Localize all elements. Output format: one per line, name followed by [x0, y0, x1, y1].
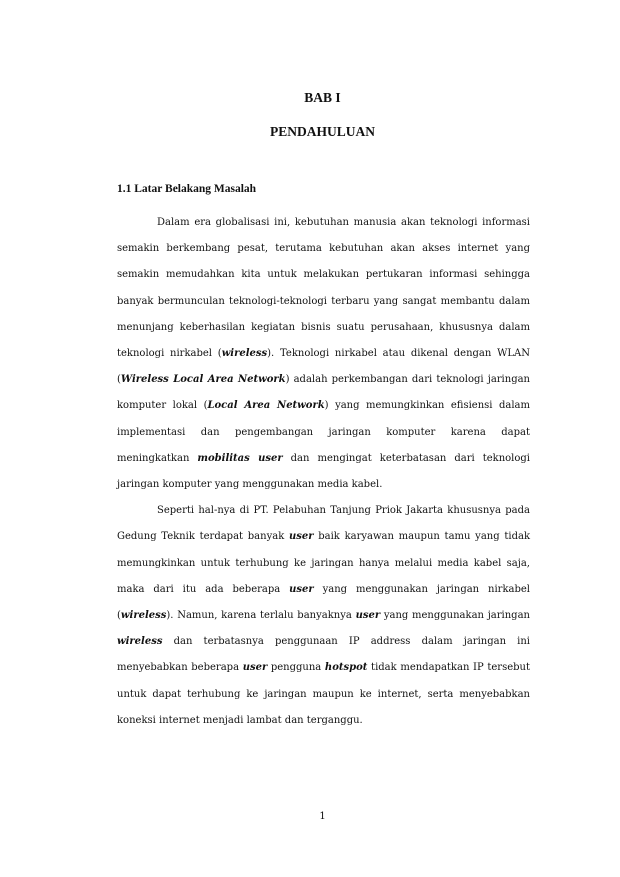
- paragraph-1: [117, 210, 530, 498]
- emphasized-term: user: [242, 662, 268, 674]
- text-segment: ) adalah perkembangan dari teknologi jaringan komputer lokal (: [117, 374, 530, 412]
- text-segment: pengguna: [267, 662, 325, 674]
- section-heading: 1.1 Latar Belakang Masalah: [117, 183, 257, 195]
- text-segment: ) yang memungkinkan efisiensi dalam implementasi dan pengembangan jaringan komputer karena dapat meningkatkan: [117, 400, 530, 464]
- emphasized-term: Wireless Local Area Network: [120, 374, 286, 386]
- text-segment: ). Teknologi nirkabel atau dikenal dengan WLAN (: [117, 348, 530, 386]
- paragraph-2: [117, 498, 530, 734]
- text-segment: yang menggunakan jaringan nirkabel (: [117, 583, 530, 622]
- emphasized-term: wireless: [221, 348, 268, 360]
- text-segment: Seperti hal-nya di PT. Pelabuhan Tanjung Priok Jakarta khususnya pada Gedung Teknik terdapat banyak: [117, 505, 530, 543]
- chapter-label: BAB I: [304, 90, 341, 105]
- emphasized-term: wireless: [117, 636, 163, 648]
- emphasized-term: hotspot: [324, 662, 368, 674]
- page-number: 1: [319, 811, 326, 822]
- emphasized-term: user: [289, 583, 314, 595]
- body-text: [117, 210, 530, 734]
- text-segment: Dalam era globalisasi ini, kebutuhan manusia akan teknologi informasi semakin berkembang pesat, terutama kebutuhan akan akses internet yang semakin memudahkan kita untuk melakukan pertukaran informasi sehingga banyak bermunculan teknologi-teknologi terbaru yang sangat membantu dalam menunjang keberhasilan kegiatan bisnis suatu perusahaan, khususnya dalam teknologi nirkabel (: [117, 217, 530, 360]
- text-segment: baik karyawan maupun tamu yang tidak memungkinkan untuk terhubung ke jaringan hanya melalui media kabel saja, maka dari itu ada beberapa: [117, 531, 531, 595]
- text-segment: tidak mendapatkan IP tersebut untuk dapat terhubung ke jaringan maupun ke internet, serta menyebabkan koneksi internet menjadi lambat dan terganggu.: [117, 662, 530, 726]
- emphasized-term: Local Area Network: [207, 400, 325, 412]
- emphasized-term: user: [288, 531, 314, 543]
- chapter-title: PENDAHULUAN: [269, 124, 375, 139]
- text-segment: ). Namun, karena terlalu banyaknya: [166, 610, 356, 622]
- text-segment: yang menggunakan jaringan: [380, 610, 530, 622]
- emphasized-term: user: [355, 610, 381, 622]
- text-segment: dan mengingat keterbatasan dari teknologi jaringan komputer yang menggunakan media kabel.: [117, 452, 530, 491]
- text-segment: dan terbatasnya penggunaan IP address dalam jaringan ini menyebabkan beberapa: [117, 636, 530, 674]
- emphasized-term: wireless: [120, 610, 167, 622]
- emphasized-term: mobilitas user: [197, 452, 283, 464]
